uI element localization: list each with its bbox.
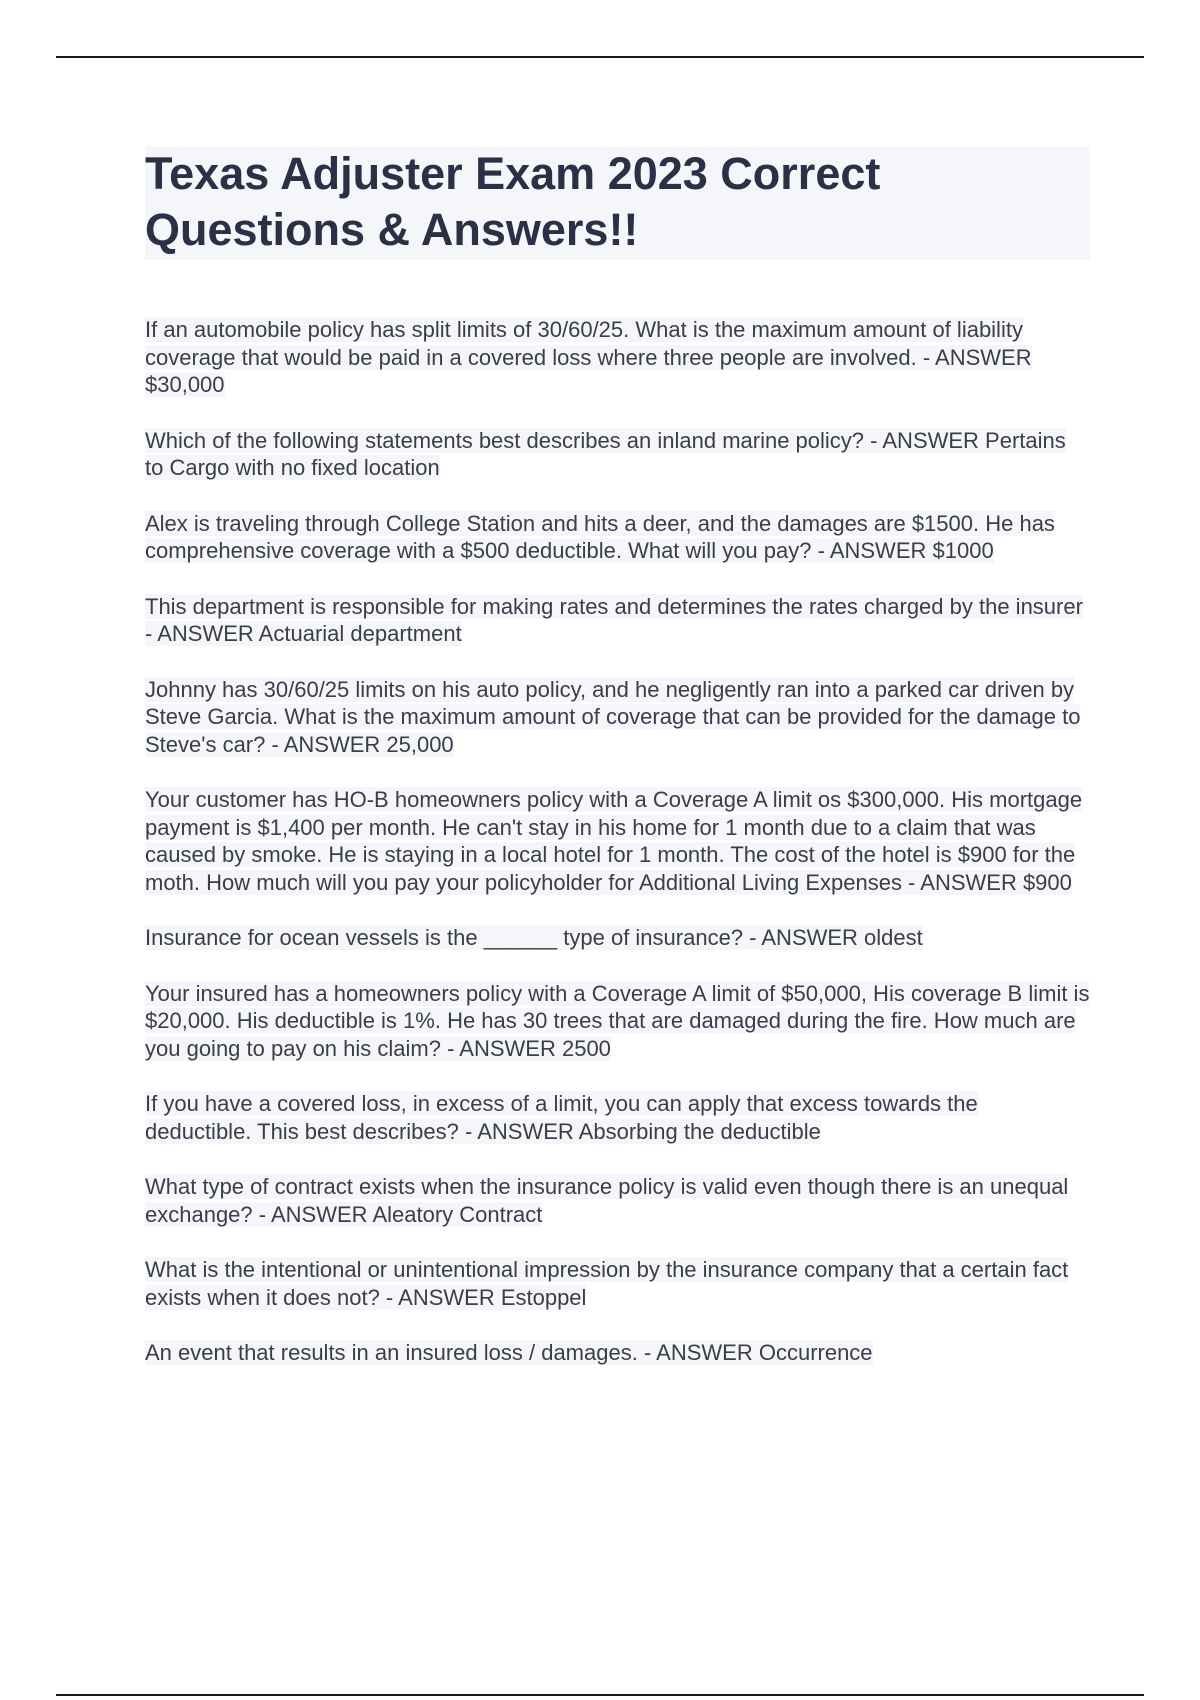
qa-item bbox=[145, 1173, 1090, 1228]
qa-text: If you have a covered loss, in excess of a limit, you can apply that excess towards the deductible. This best describes? - ANSWER Absorbing the deductible bbox=[145, 1091, 978, 1144]
qa-item bbox=[145, 593, 1090, 648]
qa-item bbox=[145, 316, 1090, 399]
qa-text: Your insured has a homeowners policy with a Coverage A limit of $50,000, His coverage B limit is $20,000. His deductible is 1%. He has 30 trees that are damaged during the fire. How much are you going to pay on his claim? - ANSWER 2500 bbox=[145, 980, 1090, 1061]
qa-item bbox=[145, 1090, 1090, 1145]
bottom-rule bbox=[56, 1694, 1144, 1696]
title-block bbox=[145, 146, 1090, 260]
document-page bbox=[145, 146, 1090, 1395]
qa-item bbox=[145, 924, 1090, 952]
qa-text: An event that results in an insured loss / damages. - ANSWER Occurrence bbox=[145, 1340, 873, 1365]
qa-text: Alex is traveling through College Station and hits a deer, and the damages are $1500. He has comprehensive coverage with a $500 deductible. What will you pay? - ANSWER $1000 bbox=[145, 510, 1055, 563]
qa-item bbox=[145, 427, 1090, 482]
qa-item bbox=[145, 786, 1090, 896]
qa-list bbox=[145, 316, 1090, 1367]
top-rule bbox=[56, 56, 1144, 58]
qa-item bbox=[145, 1339, 1090, 1367]
qa-item bbox=[145, 980, 1090, 1063]
qa-item bbox=[145, 510, 1090, 565]
qa-item bbox=[145, 1256, 1090, 1311]
document-title: Texas Adjuster Exam 2023 Correct Questions & Answers!! bbox=[145, 148, 881, 255]
qa-text: What is the intentional or unintentional impression by the insurance company that a certain fact exists when it does not? - ANSWER Estoppel bbox=[145, 1257, 1069, 1310]
qa-text: Johnny has 30/60/25 limits on his auto policy, and he negligently ran into a parked car driven by Steve Garcia. What is the maximum amount of coverage that can be provided for the damage to Steve's car? - ANSWER 25,000 bbox=[145, 676, 1081, 757]
qa-text: What type of contract exists when the insurance policy is valid even though there is an unequal exchange? - ANSWER Aleatory Contract bbox=[145, 1174, 1069, 1227]
qa-text: Which of the following statements best describes an inland marine policy? - ANSWER Pertains to Cargo with no fixed location bbox=[145, 427, 1066, 480]
qa-text: If an automobile policy has split limits of 30/60/25. What is the maximum amount of liability coverage that would be paid in a covered loss where three people are involved. - ANSWER $30,000 bbox=[145, 317, 1032, 397]
qa-text: This department is responsible for making rates and determines the rates charged by the insurer - ANSWER Actuarial department bbox=[145, 593, 1083, 646]
qa-item bbox=[145, 676, 1090, 759]
qa-text: Insurance for ocean vessels is the ______ type of insurance? - ANSWER oldest bbox=[145, 925, 923, 950]
qa-text: Your customer has HO-B homeowners policy with a Coverage A limit os $300,000. His mortgage payment is $1,400 per month. He can't stay in his home for 1 month due to a claim that was caused by smoke. He is staying in a local hotel for 1 month. The cost of the hotel is $900 for the moth. How much will you pay your policyholder for Additional Living Expenses - ANSWER $900 bbox=[145, 787, 1083, 895]
